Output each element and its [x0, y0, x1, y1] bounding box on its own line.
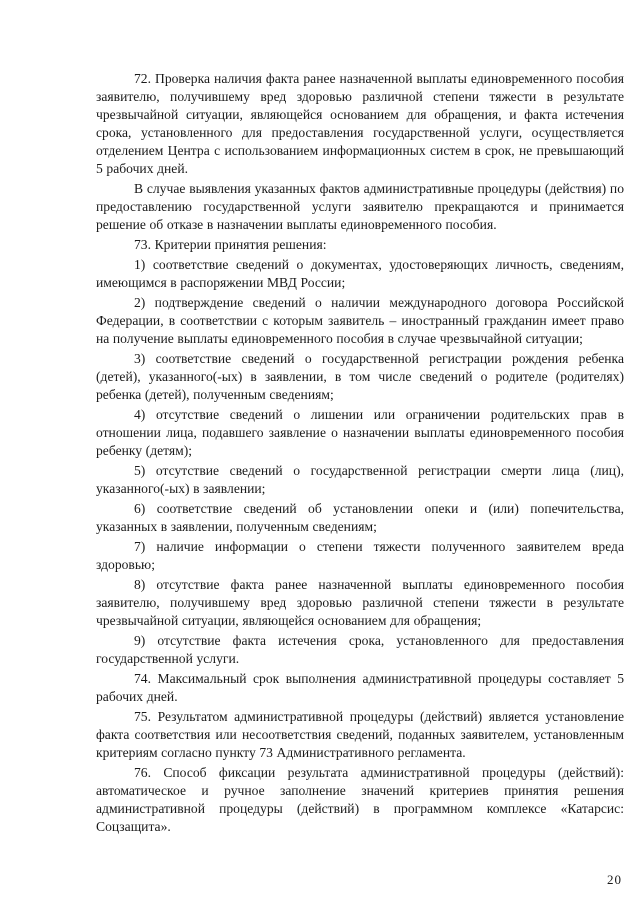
criterion-5: 5) отсутствие сведений о государственной регистрации смерти лица (лиц), указанного(-ых) в заявлении; [96, 463, 624, 496]
paragraph-72: 72. Проверка наличия факта ранее назначенной выплаты единовременного пособия заявителю, получившему вред здоровью различной степени тяжести в результате чрезвычайной ситуации, являющейся основанием для обращения, и факта истечения срока, установленного для предоставления государственной услуги, осуществляется отделением Центра с использованием информационных систем в срок, не превышающий 5 рабочих дней. [96, 71, 624, 176]
criterion-1: 1) соответствие сведений о документах, удостоверяющих личность, сведениям, имеющимся в распоряжении МВД России; [96, 257, 624, 290]
paragraph-72-continuation: В случае выявления указанных фактов административные процедуры (действия) по предоставлению государственной услуги заявителю прекращаются и принимается решение об отказе в назначении выплаты единовременного пособия. [96, 181, 624, 232]
criterion-6: 6) соответствие сведений об установлении опеки и (или) попечительства, указанных в заявлении, полученным сведениям; [96, 501, 624, 534]
document-body [96, 70, 624, 838]
criterion-4: 4) отсутствие сведений о лишении или ограничении родительских прав в отношении лица, подавшего заявление о назначении выплаты единовременного пособия ребенку (детям); [96, 407, 624, 458]
paragraph-76: 76. Способ фиксации результата административной процедуры (действий): автоматическое и ручное заполнение значений критериев принятия решения административной процедуры (действий) в программном комплексе «Катарсис: Соцзащита». [96, 765, 624, 834]
criterion-3: 3) соответствие сведений о государственной регистрации рождения ребенка (детей), указанного(-ых) в заявлении, в том числе сведений о родителе (родителях) ребенка (детей), полученным сведениям; [96, 351, 624, 402]
criterion-2: 2) подтверждение сведений о наличии международного договора Российской Федерации, в соответствии с которым заявитель – иностранный гражданин имеет право на получение выплаты единовременного пособия в случае чрезвычайной ситуации; [96, 295, 624, 346]
criterion-8: 8) отсутствие факта ранее назначенной выплаты единовременного пособия заявителю, получившему вред здоровью различной степени тяжести в результате чрезвычайной ситуации, являющейся основанием для обращения; [96, 577, 624, 628]
page-number: 20 [607, 872, 622, 887]
criterion-7: 7) наличие информации о степени тяжести полученного заявителем вреда здоровью; [96, 539, 624, 572]
paragraph-73-heading: 73. Критерии принятия решения: [134, 237, 327, 252]
paragraph-74: 74. Максимальный срок выполнения административной процедуры составляет 5 рабочих дней. [96, 671, 624, 704]
paragraph-75: 75. Результатом административной процедуры (действий) является установление факта соответствия или несоответствия сведений, поданных заявителем, установленным критериям согласно пункту 73 Административного регламента. [96, 709, 624, 760]
criterion-9: 9) отсутствие факта истечения срока, установленного для предоставления государственной услуги. [96, 633, 624, 666]
